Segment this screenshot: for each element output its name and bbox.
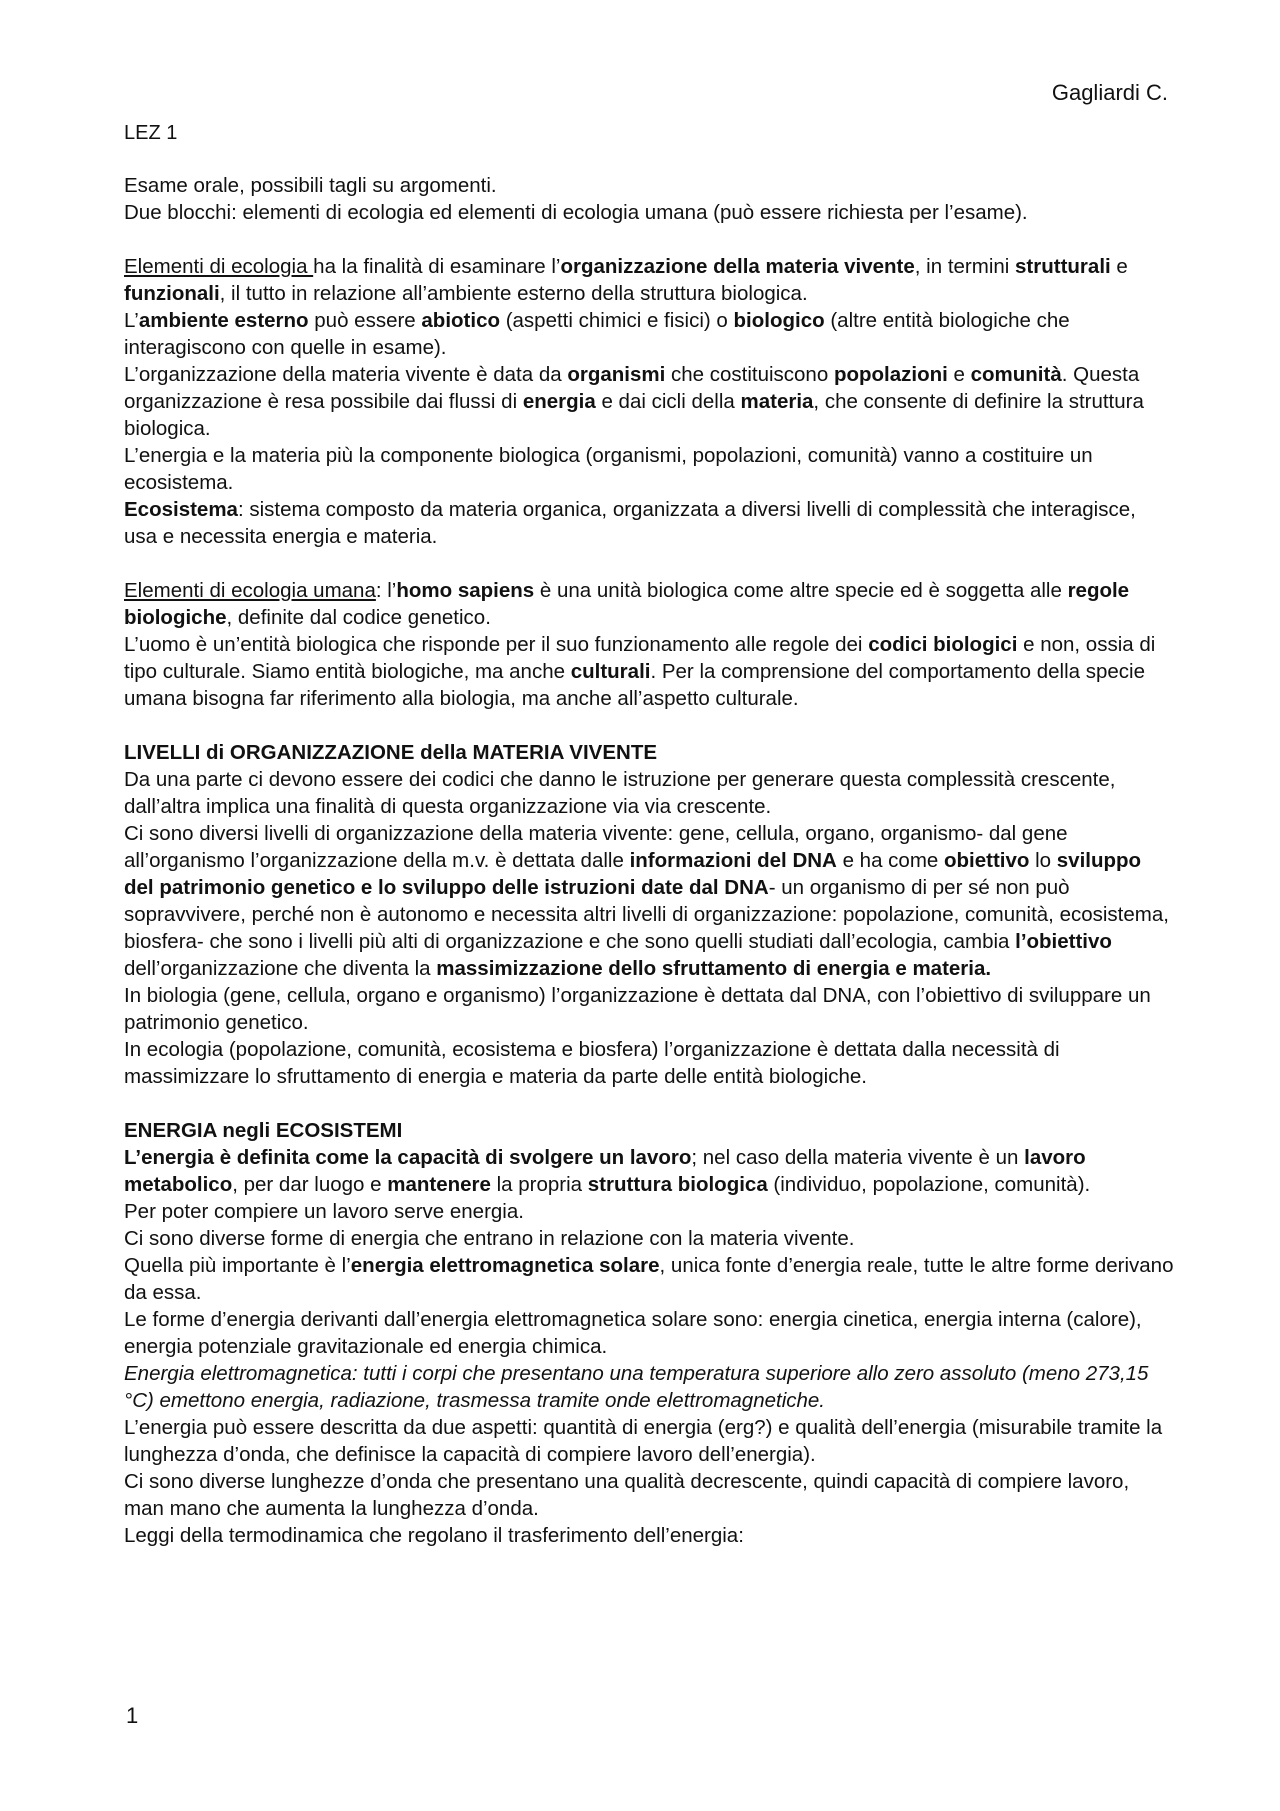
intro-line-2: Due blocchi: elementi di ecologia ed elementi di ecologia umana (può essere richiesta per l’esame). — [124, 201, 1028, 224]
document-body — [124, 172, 1174, 1549]
ecology-paragraph-3: L’organizzazione della materia vivente è data da organismi che costituiscono popolazioni e comunità. Questa organizzazione è resa possibile dai flussi di energia e dai cicli della materia, che consente di definire la struttura biologica. — [124, 363, 1144, 440]
energy-paragraph-5: Le forme d’energia derivanti dall’energia elettromagnetica solare sono: energia cinetica, energia interna (calore), energia potenziale gravitazionale ed energia chimica. — [124, 1308, 1142, 1358]
energy-italic-note: Energia elettromagnetica: tutti i corpi che presentano una temperatura superiore allo zero assoluto (meno 273,15 °C) emettono energia, radiazione, trasmessa tramite onde elettromagnetiche. — [124, 1362, 1149, 1412]
intro-paragraph — [124, 172, 1174, 226]
energy-paragraph-3: Ci sono diverse forme di energia che entrano in relazione con la materia vivente. — [124, 1227, 855, 1250]
page-number: 1 — [126, 1703, 139, 1728]
ecology-paragraph-4: L’energia e la materia più la componente biologica (organismi, popolazioni, comunità) vanno a costituire un ecosistema. — [124, 444, 1093, 494]
ecosystem-definition: Ecosistema: sistema composto da materia organica, organizzata a diversi livelli di complessità che interagisce, usa e necessita energia e materia. — [124, 498, 1136, 548]
energy-paragraph-4: Quella più importante è l’energia elettromagnetica solare, unica fonte d’energia reale, tutte le altre forme derivano da essa. — [124, 1254, 1174, 1304]
levels-title: LIVELLI di ORGANIZZAZIONE della MATERIA VIVENTE — [124, 741, 658, 764]
author-name: Gagliardi C. — [1051, 80, 1168, 105]
energy-paragraph-9: Leggi della termodinamica che regolano il trasferimento dell’energia: — [124, 1524, 744, 1547]
energy-paragraph-8: Ci sono diverse lunghezze d’onda che presentano una qualità decrescente, quindi capacità di compiere lavoro, man mano che aumenta la lunghezza d’onda. — [124, 1470, 1130, 1520]
levels-paragraph-3: In biologia (gene, cellula, organo e organismo) l’organizzazione è dettata dal DNA, con l’obiettivo di sviluppare un patrimonio genetico. — [124, 984, 1151, 1034]
lesson-label: LEZ 1 — [124, 122, 178, 144]
human-ecology-paragraph-2: L’uomo è un’entità biologica che risponde per il suo funzionamento alle regole dei codici biologici e non, ossia di tipo culturale. Siamo entità biologiche, ma anche culturali. Per la comprensione del comportamento della specie umana bisogna far riferimento alla biologia, ma anche all’aspetto culturale. — [124, 633, 1156, 710]
levels-section — [124, 739, 1174, 1090]
energy-paragraph-2: Per poter compiere un lavoro serve energia. — [124, 1200, 524, 1223]
ecology-paragraph-1: Elementi di ecologia ha la finalità di esaminare l’organizzazione della materia vivente, in termini strutturali e funzionali, il tutto in relazione all’ambiente esterno della struttura biologica. — [124, 255, 1128, 305]
energy-paragraph-7: L’energia può essere descritta da due aspetti: quantità di energia (erg?) e qualità dell’energia (misurabile tramite la lunghezza d’onda, che definisce la capacità di compiere lavoro dell’energia). — [124, 1416, 1163, 1466]
energy-paragraph-1: L’energia è definita come la capacità di svolgere un lavoro; nel caso della materia vivente è un lavoro metabolico, per dar luogo e mantenere la propria struttura biologica (individuo, popolazione, comunità). — [124, 1146, 1091, 1196]
ecology-paragraph-2: L’ambiente esterno può essere abiotico (aspetti chimici e fisici) o biologico (altre entità biologiche che interagiscono con quelle in esame). — [124, 309, 1070, 359]
human-ecology-section — [124, 577, 1174, 712]
levels-paragraph-4: In ecologia (popolazione, comunità, ecosistema e biosfera) l’organizzazione è dettata dalla necessità di massimizzare lo sfruttamento di energia e materia da parte delle entità biologiche. — [124, 1038, 1060, 1088]
levels-paragraph-2: Ci sono diversi livelli di organizzazione della materia vivente: gene, cellula, organo, organismo- dal gene all’organismo l’organizzazione della m.v. è dettata dalle informazioni del DNA e ha come obiettivo lo sviluppo del patrimonio genetico e lo sviluppo delle istruzioni date dal DNA- un organismo di per sé non può sopravvivere, perché non è autonomo e necessita altri livelli di organizzazione: popolazione, comunità, ecosistema, biosfera- che sono i livelli più alti di organizzazione e che sono quelli studiati dall’ecologia, cambia l’obiettivo dell’organizzazione che diventa la massimizzazione dello sfruttamento di energia e materia. — [124, 822, 1169, 980]
human-ecology-heading: Elementi di ecologia umana — [124, 579, 376, 602]
intro-line-1: Esame orale, possibili tagli su argomenti. — [124, 174, 497, 197]
human-ecology-paragraph-1: Elementi di ecologia umana: l’homo sapiens è una unità biologica come altre specie ed è soggetta alle regole biologiche, definite dal codice genetico. — [124, 579, 1130, 629]
energy-section — [124, 1117, 1174, 1549]
energy-title: ENERGIA negli ECOSISTEMI — [124, 1119, 403, 1142]
ecology-section — [124, 253, 1174, 550]
ecology-heading: Elementi di ecologia — [124, 255, 314, 278]
levels-paragraph-1: Da una parte ci devono essere dei codici che danno le istruzione per generare questa complessità crescente, dall’altra implica una finalità di questa organizzazione via via crescente. — [124, 768, 1116, 818]
